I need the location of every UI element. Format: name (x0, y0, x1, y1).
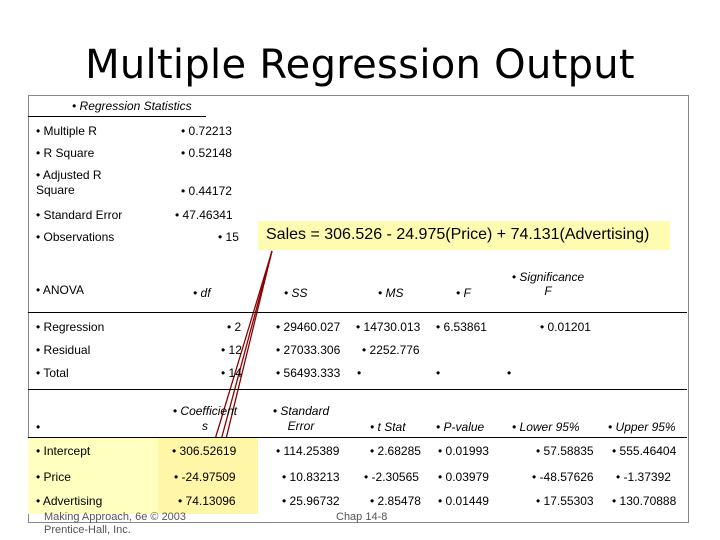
anova-residual-df: • 12 (221, 343, 242, 357)
anova-label: • ANOVA (36, 283, 84, 297)
coef-advertising-upper: • 130.70888 (612, 494, 677, 508)
anova-total-df: • 14 (221, 366, 242, 380)
anova-header-divider (28, 312, 687, 313)
coef-price-t: • -2.30565 (364, 470, 419, 484)
coef-advertising-lower: • 17.55303 (536, 494, 594, 508)
anova-regression-ss: • 29460.027 (276, 320, 341, 334)
coef-header-blank: • (36, 420, 41, 434)
coef-price-value: • -24.97509 (174, 470, 236, 484)
stat-value-standard-error: • 47.46341 (175, 208, 233, 222)
coef-price-se: • 10.83213 (282, 470, 340, 484)
anova-total-f-empty: • (436, 366, 441, 380)
coef-intercept-se: • 114.25389 (276, 444, 340, 458)
coef-price-p: • 0.03979 (438, 470, 489, 484)
anova-total-sig-empty: • (507, 366, 512, 380)
anova-regression-df: • 2 (227, 320, 242, 334)
anova-header-ms: • MS (378, 286, 404, 300)
stat-label-observations: • Observations (36, 230, 115, 244)
anova-residual-ms: • 2252.776 (362, 343, 420, 357)
stat-value-observations: • 15 (218, 230, 239, 244)
stat-value-r-square: • 0.52148 (181, 146, 232, 160)
anova-row-label-regression: • Regression (36, 320, 105, 334)
coef-header-t-stat: • t Stat (370, 420, 406, 434)
coef-intercept-lower: • 57.58835 (536, 444, 594, 458)
coef-price-upper: • -1.37392 (616, 470, 671, 484)
footer-chapter: Chap 14-8 (336, 511, 388, 523)
slide-title: Multiple Regression Output (85, 42, 635, 88)
anova-total-ss: • 56493.333 (276, 366, 341, 380)
coef-row-label-intercept: • Intercept (36, 444, 91, 458)
anova-header-ss: • SS (284, 286, 308, 300)
coef-advertising-t: • 2.85478 (370, 494, 421, 508)
coef-header-standard-error: • Standard Error (272, 404, 330, 433)
stat-value-adjusted-r-square: • 0.44172 (181, 184, 232, 198)
anova-regression-significance: • 0.01201 (540, 320, 591, 334)
coef-header-p-value: • P-value (436, 420, 485, 434)
coef-header-upper-95: • Upper 95% (608, 420, 676, 434)
coef-intercept-t: • 2.68285 (370, 444, 421, 458)
coef-advertising-p: • 0.01449 (438, 494, 489, 508)
anova-header-f: • F (456, 286, 471, 300)
anova-header-df: • df (193, 286, 211, 300)
anova-regression-f: • 6.53861 (436, 320, 487, 334)
anova-row-label-total: • Total (36, 366, 69, 380)
stat-label-standard-error: • Standard Error (36, 208, 123, 222)
anova-total-ms-empty: • (357, 366, 362, 380)
footer-copyright: Making Approach, 6e © 2003 Prentice-Hall, Inc. (44, 511, 187, 536)
coef-intercept-p: • 0.01993 (438, 444, 489, 458)
coef-header-coefficients: • Coefficient s (172, 404, 238, 433)
stat-value-multiple-r: • 0.72213 (181, 124, 232, 138)
coef-header-lower-95: • Lower 95% (512, 420, 580, 434)
stat-label-adjusted-r-square: • Adjusted R Square (36, 168, 102, 197)
anova-regression-ms: • 14730.013 (356, 320, 421, 334)
anova-bottom-divider (28, 389, 687, 390)
coef-advertising-se: • 25.96732 (282, 494, 340, 508)
coef-price-lower: • -48.57626 (532, 470, 594, 484)
anova-header-significance-f: • Significance F (511, 270, 585, 298)
coef-advertising-value: • 74.13096 (178, 494, 236, 508)
coef-intercept-value: • 306.52619 (172, 444, 237, 458)
stat-label-multiple-r: • Multiple R (36, 124, 97, 138)
regression-equation: Sales = 306.526 - 24.975(Price) + 74.131(Advertising) (266, 226, 650, 243)
anova-residual-ss: • 27033.306 (276, 343, 341, 357)
coef-row-label-price: • Price (36, 470, 71, 484)
coef-intercept-upper: • 555.46404 (612, 444, 677, 458)
stat-label-r-square: • R Square (36, 146, 95, 160)
anova-row-label-residual: • Residual (36, 343, 91, 357)
coef-row-label-advertising: • Advertising (36, 494, 103, 508)
regression-statistics-title: • Regression Statistics (72, 99, 192, 113)
